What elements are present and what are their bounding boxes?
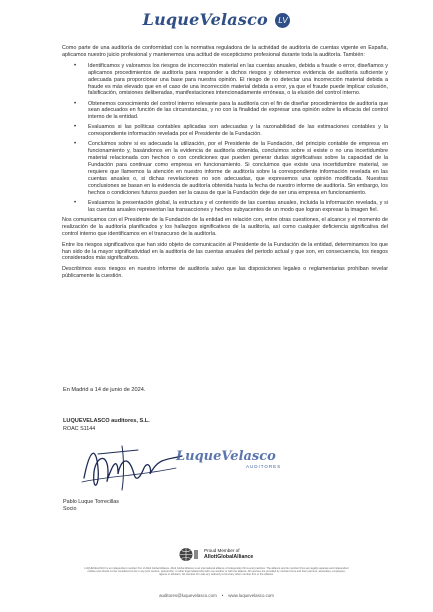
legal-disclaimer: LUQUEVELASCO is an independent member firm of Allott Global Alliance. Allott Global Alliance is an international alliance of independent firms and practices. The alliance and its member firms are legally separate and independent entities and should not be considered to be in any joint venture, partnership, or other legal relationship with one another or with the alliance. All services are provided by member firms and their partners, associates, employees, agents or advisers. No member firm has any authority to bind any other member firm or the alliance. [84,567,349,577]
roac-number: ROAC S1144 [63,426,96,432]
company-logo [0,10,433,36]
contact-line: auditores@luquevelasco.com • www.luquevelasco.com [159,593,274,598]
list-item: • Concluimos sobre si es adecuada la utilización, por el Presidente de la Fundación, del principio contable de empresa en funcionamiento y, basándonos en la evidencia de auditoría obtenida, concluimos sobre si existe o no una incertidumbre material relacionada con hechos o con condiciones que pueden generar dudas significativas sobre la capacidad de la Fundación para continuar como empresa en funcionamiento. Si concluimos que existe una incertidumbre material, se requiere que llamemos la atención en nuestro informe de auditoría sobre la correspondiente información revelada en las cuentas anuales o, si dichas revelaciones no son adecuadas, que expresemos una opinión modificada. Nuestras conclusiones se basan en la evidencia de auditoría obtenida hasta la fecha de nuestro informe de auditoría. Sin embargo, los hechos o condiciones futuros pueden ser la causa de que la Fundación deje de ser una empresa en funcionamiento. [62,141,388,196]
communication-paragraph: Nos comunicamos con el Presidente de la Fundación de la entidad en relación con, entre otras cuestiones, el alcance y el momento de realización de la auditoría planificados y los hallazgos significativos de la auditoría, así como cualquier deficiencia significativa del control interno que identificamos en el transcurso de la auditoría. [62,216,388,237]
list-item: • Obtenemos conocimiento del control interno relevante para la auditoría con el fin de diseñar procedimientos de auditoría que sean adecuados en función de las circunstancias, y no con la finalidad de expresar una opinión sobre la eficacia del control interno de la entidad. [62,101,388,122]
list-item: • Evaluamos si las políticas contables aplicadas son adecuadas y la razonabilidad de las estimaciones contables y la correspondiente información revelada por el Presidente de la Fundación. [62,124,388,138]
list-item: • Identificamos y valoramos los riesgos de incorrección material en las cuentas anuales, debida a fraude o error, diseñamos y aplicamos procedimientos de auditoría para responder a dichos riesgos y obtenemos evidencia de auditoría suficiente y adecuada para proporcionar una base para nuestra opinión. El riesgo de no detectar una incorrección material debida a fraude es más elevado que en el caso de una incorrección material debida a error, ya que el fraude puede implicar colusión, falsificación, omisiones deliberadas, manifestaciones intencionadamente erróneas, o la elusión del control interno. [62,63,388,98]
alliance-line-1: Proud Member of [204,548,240,553]
intro-paragraph: Como parte de una auditoría de conformidad con la normativa reguladora de la actividad de auditoría de cuentas vigente en España, aplicamos nuestro juicio profesional y mantenemos una actitud de escepticismo profesional durante toda la auditoría. También: [62,45,388,58]
stamp-text: LuqueVelasco [176,449,276,464]
firm-name: LUQUEVELASCO auditores, S.L. [63,418,150,424]
website-link[interactable]: www.luquevelasco.com [228,593,274,598]
company-stamp [176,449,281,469]
report-body [62,45,388,284]
signer-block [63,499,119,513]
alliance-line-2: AllottGlobalAlliance [204,553,254,560]
globe-icon [178,547,200,562]
email-link[interactable]: auditores@luquevelasco.com [159,593,217,598]
list-item: • Evaluamos la presentación global, la estructura y el contenido de las cuentas anuales, incluida la información revelada, y si las cuentas anuales representan las transacciones y hechos subyacentes de un modo que logran expresar la imagen fiel. [62,200,388,214]
logo-badge: LV [275,13,290,28]
signer-role: Socio [63,506,77,513]
describe-paragraph: Describimos esos riesgos en nuestro informe de auditoría salvo que las disposiciones legales o reglamentarias prohíban revelar públicamente la cuestión. [62,266,388,280]
stamp-subtext: AUDITORES [246,464,282,469]
procedures-list [62,63,388,214]
handwritten-signature [78,438,188,501]
logo-text: LuqueVelasco [142,10,268,29]
signer-name: Pablo Luque Torrecillas [63,499,119,505]
date-line: En Madrid a 14 de junio de 2024. [63,387,146,393]
risks-paragraph: Entre los riesgos significativos que han sido objeto de comunicación al Presidente de la Fundación de la entidad, determinamos los que han sido de la mayor significatividad en la auditoría de las cuentas anuales del periodo actual y que son, en consecuencia, los riesgos considerados más significativos. [62,241,388,262]
